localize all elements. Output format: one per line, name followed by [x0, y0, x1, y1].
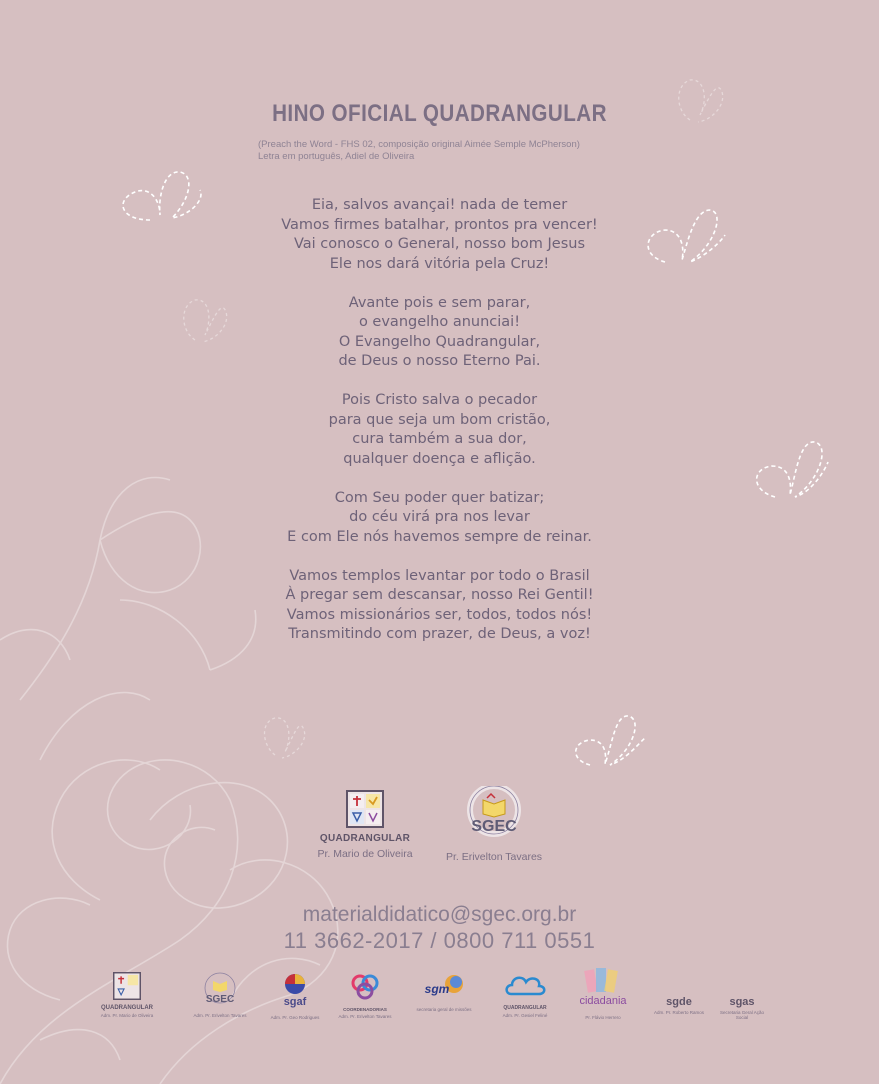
footer-logo-name: QUADRANGULAR: [503, 1005, 547, 1011]
lyric-line: Vai conosco o General, nosso bom Jesus: [293, 236, 586, 252]
lyric-line: para que seja um bom cristão,: [328, 411, 551, 428]
stanza: [0, 294, 879, 372]
lyric-line: Pois Cristo salva o pecador: [341, 392, 538, 408]
stanza: [0, 391, 879, 469]
sgec-logo: [439, 786, 549, 863]
footer-logo-cidadania: [570, 966, 636, 1020]
sgaf-icon: [280, 972, 310, 1008]
sgec-icon: [465, 786, 523, 838]
footer-logo-name: sgas: [729, 996, 755, 1008]
footer-logo-sgec: [185, 972, 255, 1018]
lyric-line: À pregar sem descansar, nosso Rei Gentil!: [285, 587, 594, 603]
coordenadorias-icon: [349, 972, 381, 1002]
contact-email: materialdidatico@sgec.org.br: [302, 903, 577, 926]
footer-logo-sub: Adm. Pr. Erivelton Tavares: [193, 1013, 247, 1018]
footer-logo-sgm: [414, 972, 474, 1012]
footer-logo-cloud: [492, 972, 558, 1018]
lyric-line: O Evangelho Quadrangular,: [338, 333, 541, 350]
lyric-line: Eia, salvos avançai! nada de temer: [311, 197, 568, 213]
footer-logo-name: sgde: [666, 996, 692, 1008]
footer-logo-sgde: [650, 996, 708, 1015]
hymn-lyrics: [0, 196, 879, 664]
stanza: [0, 489, 879, 548]
footer-logo-quadrangular: [88, 972, 166, 1018]
credit-line: Letra em português, Adiel de Oliveira: [258, 151, 415, 162]
lyric-line: o evangelho anunciai!: [358, 314, 521, 330]
credit-line: (Preach the Word - FHS 02, composição original Aimée Semple McPherson): [258, 139, 580, 150]
quadrangular-name: QUADRANGULAR: [319, 833, 411, 844]
lyric-line: Transmitindo com prazer, de Deus, a voz!: [288, 626, 591, 642]
svg-text:SGEC: SGEC: [471, 818, 517, 835]
quadrangular-logo: [310, 790, 420, 860]
lyric-line: cura também a sua dor,: [352, 431, 527, 447]
stanza: [0, 196, 879, 274]
quadrangular-icon: [346, 790, 384, 828]
cidadania-icon: [578, 966, 628, 1008]
lyric-line: Vamos missionários ser, todos, todos nós!: [286, 606, 593, 623]
footer-logo-sub: Secretaria Geral Ação Social: [719, 1010, 765, 1020]
lyric-line: E com Ele nós havemos sempre de reinar.: [287, 528, 592, 545]
footer-logo-sub: Adm. Pr. Gesiel Feliné: [502, 1013, 548, 1018]
lyric-line: Vamos templos levantar por todo o Brasil: [289, 567, 590, 584]
svg-text:sgm: sgm: [424, 982, 450, 996]
stanza: [0, 567, 879, 645]
footer-logo-name: COORDENADORIAS: [343, 1007, 387, 1012]
footer-logo-sgas: [716, 996, 768, 1020]
cloud-icon: [503, 972, 547, 1000]
quadrangular-icon: [113, 972, 141, 1000]
footer-logo-coordenadorias: [332, 972, 398, 1019]
sgec-icon: [202, 972, 238, 1006]
lyric-line: Vamos firmes batalhar, prontos pra vencer!: [281, 216, 598, 233]
footer-logo-sub: Pr. Flávio Herrero: [585, 1015, 621, 1020]
contact-phone: 11 3662-2017 / 0800 711 0551: [283, 928, 596, 953]
footer-logo-sub: Adm. Pr. Roberto Ramos: [653, 1010, 705, 1015]
svg-text:SGEC: SGEC: [205, 994, 235, 1005]
hymn-title: HINO OFICIAL QUADRANGULAR: [272, 100, 607, 127]
footer-logo-sgaf: [262, 972, 328, 1020]
footer-logo-sub: Adm. Pr. Geo Rodrigues: [270, 1015, 320, 1020]
footer-logo-sub: secretaria geral de missões: [416, 1007, 472, 1012]
hymn-credits: [258, 139, 580, 163]
sgm-icon: [421, 972, 467, 1000]
lyric-line: qualquer doença e aflição.: [343, 450, 536, 467]
lyric-line: Com Seu poder quer batizar;: [334, 489, 545, 506]
svg-text:sgaf: sgaf: [283, 996, 307, 1008]
lyric-line: de Deus o nosso Eterno Pai.: [338, 353, 541, 369]
footer-logo-sub: Adm. Pr. Mario de Oliveira: [100, 1013, 154, 1018]
svg-text:cidadania: cidadania: [579, 995, 627, 1007]
footer-logo-sub: Adm. Pr. Erivelton Tavares: [338, 1014, 392, 1019]
footer-logo-name: QUADRANGULAR: [101, 1005, 153, 1011]
quadrangular-pastor: Pr. Mario de Oliveira: [317, 848, 413, 860]
lyric-line: do céu virá pra nos levar: [349, 509, 530, 525]
sgec-pastor: Pr. Erivelton Tavares: [445, 851, 543, 863]
lyric-line: Ele nos dará vitória pela Cruz!: [329, 255, 550, 272]
lyric-line: Avante pois e sem parar,: [348, 294, 531, 311]
